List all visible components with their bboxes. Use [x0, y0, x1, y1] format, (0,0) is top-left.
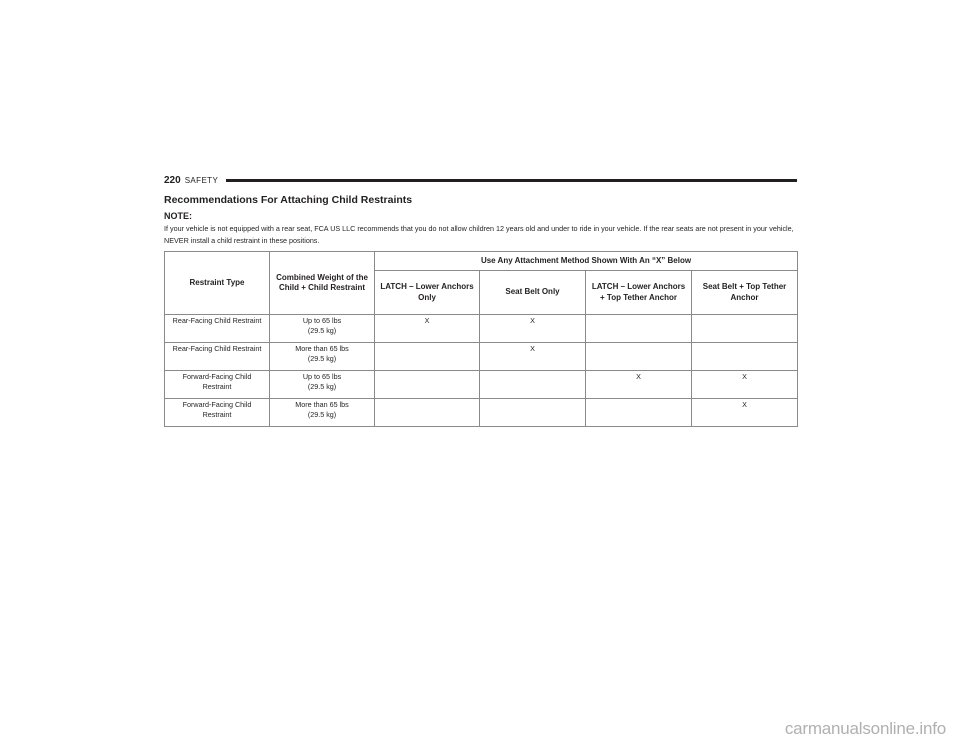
mark-cell	[692, 343, 798, 371]
mark-cell	[692, 315, 798, 343]
mark-cell	[480, 399, 586, 427]
page-number: 220	[164, 174, 181, 186]
table-row	[165, 343, 798, 371]
mark-cell	[586, 399, 692, 427]
section-title: Recommendations For Attaching Child Restraints	[164, 194, 413, 206]
restraint-table	[164, 251, 798, 427]
restraint-type-cell: Rear-Facing Child Restraint	[165, 315, 270, 343]
mark-cell: X	[375, 315, 480, 343]
weight-value: More than 65 lbs	[295, 400, 349, 409]
mark-cell	[480, 371, 586, 399]
weight-cell	[270, 371, 375, 399]
watermark: carmanualsonline.info	[784, 719, 946, 738]
weight-metric: (29.5 kg)	[307, 354, 337, 363]
restraint-type-cell: Forward-Facing Child Restraint	[165, 399, 270, 427]
table-row	[165, 399, 798, 427]
weight-value: More than 65 lbs	[295, 344, 349, 353]
weight-metric: (29.5 kg)	[307, 326, 337, 335]
weight-value: Up to 65 lbs	[302, 316, 342, 325]
mark-cell	[375, 399, 480, 427]
mark-cell	[375, 371, 480, 399]
header-restraint-type: Restraint Type	[165, 252, 270, 315]
header-latch-lower-anchors: LATCH – Lower Anchors Only	[375, 271, 480, 315]
weight-cell	[270, 315, 375, 343]
note-text: If your vehicle is not equipped with a rear seat, FCA US LLC recommends that you do not allow children 12 years old and under to ride in your vehicle. If the rear seats are not present in your vehicle, NEVER install a child restraint in these positions.	[164, 224, 794, 245]
mark-cell: X	[586, 371, 692, 399]
mark-cell	[375, 343, 480, 371]
header-rule	[226, 179, 797, 182]
weight-cell	[270, 399, 375, 427]
mark-cell	[586, 315, 692, 343]
header-combined-weight: Combined Weight of the Child + Child Restraint	[270, 252, 375, 315]
restraint-type-cell: Rear-Facing Child Restraint	[165, 343, 270, 371]
header-attachment-methods: Use Any Attachment Method Shown With An “X” Below	[375, 252, 798, 271]
header-latch-top-tether: LATCH – Lower Anchors + Top Tether Anchor	[586, 271, 692, 315]
table-header-row	[165, 252, 798, 271]
header-seat-belt-top-tether: Seat Belt + Top Tether Anchor	[692, 271, 798, 315]
mark-cell: X	[692, 371, 798, 399]
section-name: SAFETY	[184, 175, 219, 185]
mark-cell: X	[692, 399, 798, 427]
note-label: NOTE:	[164, 211, 192, 221]
table-row	[165, 371, 798, 399]
weight-metric: (29.5 kg)	[307, 410, 337, 419]
weight-cell	[270, 343, 375, 371]
page-header	[164, 172, 797, 188]
mark-cell: X	[480, 343, 586, 371]
restraint-type-cell: Forward-Facing Child Restraint	[165, 371, 270, 399]
weight-value: Up to 65 lbs	[302, 372, 342, 381]
mark-cell	[586, 343, 692, 371]
table-row	[165, 315, 798, 343]
header-seat-belt-only: Seat Belt Only	[480, 271, 586, 315]
mark-cell: X	[480, 315, 586, 343]
weight-metric: (29.5 kg)	[307, 382, 337, 391]
